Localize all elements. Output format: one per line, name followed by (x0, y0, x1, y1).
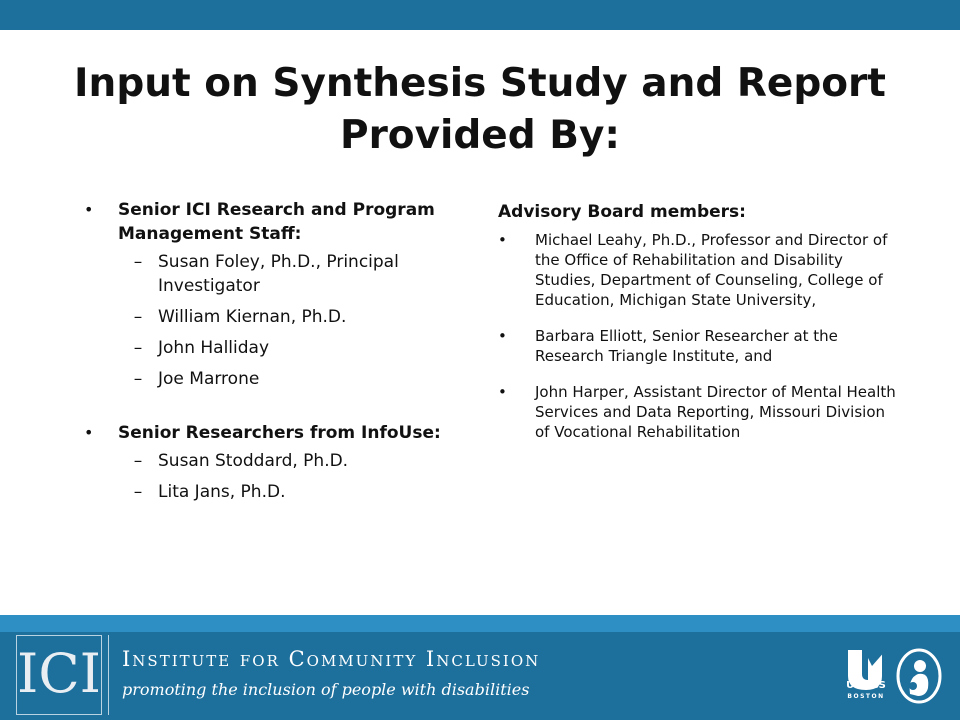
dash-icon: – (133, 307, 143, 327)
right-column (498, 200, 898, 458)
bullet-icon: • (498, 231, 507, 249)
list-item: – William Kiernan, Ph.D. (118, 305, 464, 329)
infouse-group (84, 421, 464, 504)
org-name: Institute for Community Inclusion (122, 647, 541, 671)
dash-icon: – (133, 482, 143, 502)
dash-icon: – (133, 369, 143, 389)
infouse-list (118, 449, 464, 504)
footer-bar (0, 632, 960, 720)
staff-list (118, 250, 464, 391)
umass-campus: BOSTON (847, 693, 885, 700)
staff-group (84, 198, 464, 391)
ici-logo-letters: ICI (17, 642, 101, 705)
list-item: – Susan Stoddard, Ph.D. (118, 449, 464, 473)
left-column (84, 198, 464, 511)
ici-logo (16, 635, 102, 715)
bullet-icon: • (84, 200, 94, 219)
dash-icon: – (133, 338, 143, 358)
advisory-item: • Barbara Elliott, Senior Researcher at the Research Triangle Institute, and (498, 327, 838, 365)
staff-group-heading: Senior ICI Research and Program Management Staff: (118, 200, 435, 244)
umass-name: UMASS (846, 680, 886, 691)
dash-icon: – (133, 252, 143, 272)
bullet-icon: • (84, 423, 94, 442)
list-item: – Lita Jans, Ph.D. (118, 480, 464, 504)
advisory-item: • Michael Leahy, Ph.D., Professor and Director of the Office of Rehabilitation and Disability Studies, Department of Counseling, College of Education, Michigan State University, (498, 231, 888, 309)
infouse-group-heading: Senior Researchers from InfoUse: (118, 423, 441, 443)
dash-icon: – (133, 451, 143, 471)
advisory-heading: Advisory Board members: (498, 202, 746, 222)
bullet-icon: • (498, 327, 507, 345)
list-item: – Joe Marrone (118, 367, 464, 391)
org-tagline: promoting the inclusion of people with disabilities (122, 680, 530, 699)
slide-title: Input on Synthesis Study and Report Provided By: (74, 61, 886, 158)
advisory-item: • John Harper, Assistant Director of Mental Health Services and Data Reporting, Missouri Division of Vocational Rehabilitation (498, 383, 896, 441)
list-item: – Susan Foley, Ph.D., Principal Investigator (118, 250, 464, 298)
seal-icon (896, 648, 942, 704)
bullet-icon: • (498, 383, 507, 401)
top-bar (0, 0, 960, 30)
footer-divider (108, 635, 109, 715)
footer-stripe (0, 615, 960, 632)
list-item: – John Halliday (118, 336, 464, 360)
